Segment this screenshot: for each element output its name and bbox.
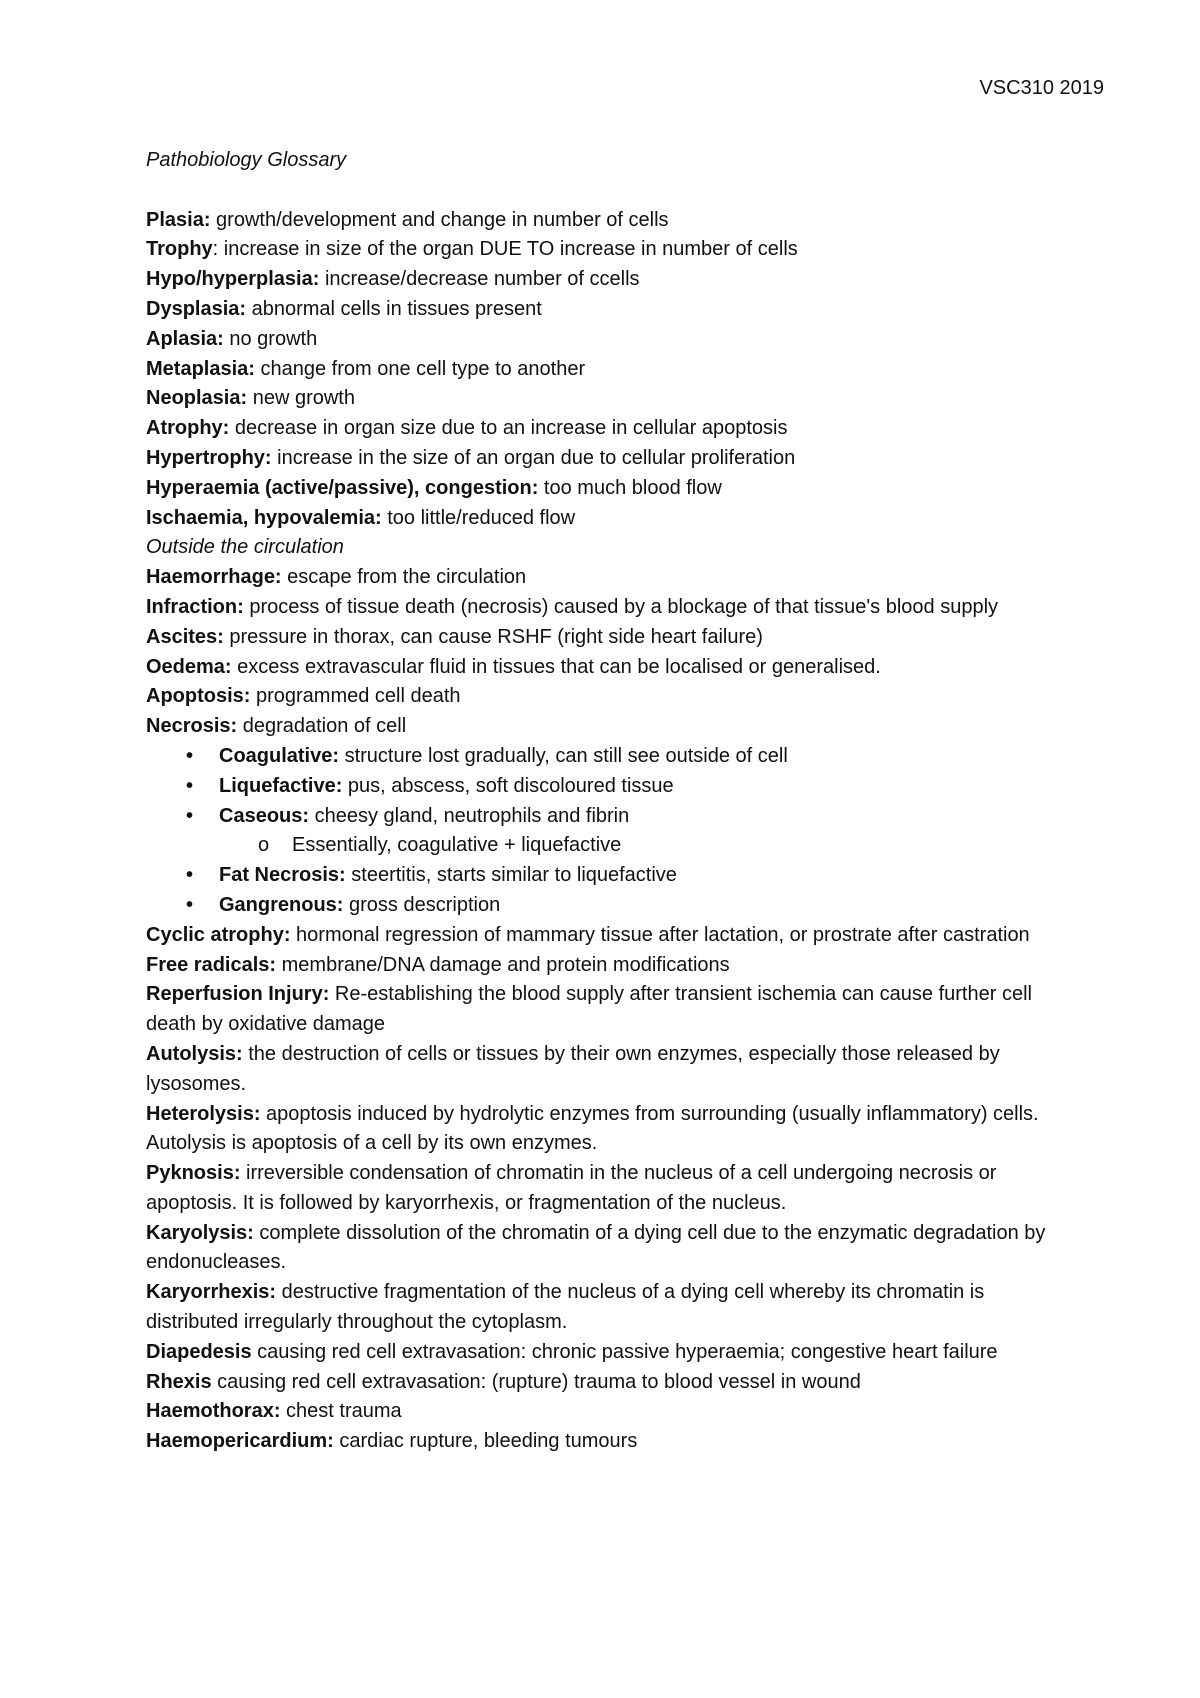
list-item — [146, 742, 1076, 772]
glossary-definition: causing red cell extravasation: chronic passive hyperaemia; congestive heart failure — [251, 1340, 998, 1363]
glossary-term: Hyperaemia (active/passive), congestion: — [146, 476, 539, 499]
glossary-term: Necrosis: — [146, 715, 238, 738]
bullet-icon: • — [186, 864, 194, 887]
glossary-term: Haemopericardium: — [146, 1430, 334, 1453]
glossary-term: Rhexis — [146, 1370, 212, 1393]
glossary-definition: programmed cell death — [250, 685, 461, 708]
glossary-definition: steertitis, starts similar to liquefactive — [345, 864, 677, 887]
glossary-entry — [146, 1040, 1076, 1100]
glossary-term: Diapedesis — [146, 1340, 252, 1363]
glossary-term: Dysplasia: — [146, 297, 247, 320]
glossary-definition: increase in the size of an organ due to cellular proliferation — [271, 446, 796, 469]
page-title: Pathobiology Glossary — [146, 149, 347, 171]
glossary-entry — [146, 206, 1076, 236]
glossary-definition: new growth — [247, 387, 355, 410]
list-item — [146, 831, 1076, 861]
glossary-term: Ischaemia, hypovalemia: — [146, 506, 382, 529]
glossary-entry — [146, 1100, 1076, 1160]
glossary-term: Metaplasia: — [146, 357, 255, 380]
glossary-definition: too much blood flow — [538, 476, 722, 499]
glossary-term: Trophy — [146, 238, 213, 261]
section-subheading: Outside the circulation — [146, 536, 344, 559]
glossary-term: Gangrenous: — [219, 893, 344, 916]
glossary-definition: structure lost gradually, can still see outside of cell — [339, 744, 788, 767]
bullet-icon: • — [186, 893, 194, 916]
glossary-entry — [146, 951, 1076, 981]
glossary-body — [146, 146, 1076, 1457]
glossary-entry — [146, 1368, 1076, 1398]
caseous-sublist — [146, 831, 1076, 861]
glossary-definition: degradation of cell — [237, 715, 407, 738]
glossary-entry — [146, 355, 1076, 385]
bullet-icon: • — [186, 804, 194, 827]
list-item — [146, 772, 1076, 802]
glossary-entry — [146, 593, 1076, 623]
bullet-icon: • — [186, 774, 194, 797]
glossary-entry — [146, 384, 1076, 414]
glossary-term: Heterolysis: — [146, 1102, 261, 1125]
list-item — [146, 802, 1076, 832]
glossary-definition: abnormal cells in tissues present — [246, 297, 542, 320]
bullet-icon: • — [186, 744, 194, 767]
glossary-entry — [146, 1427, 1076, 1457]
glossary-definition: too little/reduced flow — [381, 506, 576, 529]
glossary-definition: apoptosis induced by hydrolytic enzymes from surrounding (usually inflammatory) cells. Autolysis is apoptosis of a cell by its own enzymes. — [146, 1102, 1039, 1155]
glossary-definition: pressure in thorax, can cause RSHF (right side heart failure) — [223, 625, 763, 648]
glossary-term: Aplasia: — [146, 327, 224, 350]
glossary-term: Karyorrhexis: — [146, 1281, 277, 1304]
glossary-term: Infraction: — [146, 595, 244, 618]
glossary-entry — [146, 1278, 1076, 1338]
glossary-term: Karyolysis: — [146, 1221, 254, 1244]
glossary-term: Haemothorax: — [146, 1400, 281, 1423]
glossary-term: Reperfusion Injury: — [146, 983, 330, 1006]
glossary-entry — [146, 682, 1076, 712]
glossary-term: Atrophy: — [146, 417, 230, 440]
glossary-entry — [146, 563, 1076, 593]
glossary-definition: hormonal regression of mammary tissue after lactation, or prostrate after castration — [290, 923, 1030, 946]
glossary-definition: change from one cell type to another — [254, 357, 586, 380]
list-item — [146, 861, 1076, 891]
glossary-term: Plasia: — [146, 208, 211, 231]
glossary-term: Apoptosis: — [146, 685, 251, 708]
glossary-definition: complete dissolution of the chromatin of a dying cell due to the enzymatic degradation by endonucleases. — [146, 1221, 1046, 1274]
glossary-term: Caseous: — [219, 804, 310, 827]
glossary-entry — [146, 1219, 1076, 1279]
glossary-definition: increase/decrease number of ccells — [319, 268, 640, 291]
glossary-definition: gross description — [343, 893, 501, 916]
glossary-entry — [146, 653, 1076, 683]
course-code-header: VSC310 2019 — [979, 77, 1104, 99]
glossary-entry — [146, 1159, 1076, 1219]
glossary-term: Fat Necrosis: — [219, 864, 346, 887]
glossary-definition: no growth — [223, 327, 318, 350]
glossary-entry — [146, 325, 1076, 355]
necrosis-types-list — [146, 742, 1076, 831]
glossary-entry — [146, 474, 1076, 504]
glossary-entry — [146, 414, 1076, 444]
glossary-entry — [146, 235, 1076, 265]
glossary-term: Hypertrophy: — [146, 446, 272, 469]
hollow-bullet-icon: o — [258, 834, 270, 857]
glossary-definition: escape from the circulation — [281, 566, 527, 589]
glossary-definition: causing red cell extravasation: (rupture) trauma to blood vessel in wound — [211, 1370, 861, 1393]
sub-note: Essentially, coagulative + liquefactive — [292, 834, 622, 857]
glossary-definition: membrane/DNA damage and protein modifications — [276, 953, 730, 976]
glossary-term: Liquefactive: — [219, 774, 343, 797]
glossary-definition: decrease in organ size due to an increase in cellular apoptosis — [229, 417, 788, 440]
glossary-entry — [146, 980, 1076, 1040]
glossary-definition: pus, abscess, soft discoloured tissue — [342, 774, 674, 797]
glossary-definition: cardiac rupture, bleeding tumours — [333, 1430, 638, 1453]
glossary-term: Ascites: — [146, 625, 224, 648]
glossary-entry — [146, 295, 1076, 325]
necrosis-types-list-2 — [146, 861, 1076, 921]
glossary-definition: the destruction of cells or tissues by their own enzymes, especially those released by lysosomes. — [146, 1042, 1000, 1095]
glossary-definition: excess extravascular fluid in tissues that can be localised or generalised. — [231, 655, 881, 678]
glossary-term: Neoplasia: — [146, 387, 248, 410]
glossary-definition: chest trauma — [280, 1400, 402, 1423]
glossary-term: Cyclic atrophy: — [146, 923, 291, 946]
glossary-term: Coagulative: — [219, 744, 340, 767]
glossary-definition: cheesy gland, neutrophils and fibrin — [309, 804, 630, 827]
glossary-term: Haemorrhage: — [146, 566, 282, 589]
glossary-definition: destructive fragmentation of the nucleus of a dying cell whereby its chromatin is distributed irregularly throughout the cytoplasm. — [146, 1281, 985, 1334]
glossary-term: Free radicals: — [146, 953, 277, 976]
glossary-entry — [146, 921, 1076, 951]
glossary-term: Hypo/hyperplasia: — [146, 268, 320, 291]
glossary-term: Pyknosis: — [146, 1162, 241, 1185]
glossary-entry — [146, 504, 1076, 534]
glossary-definition: process of tissue death (necrosis) caused by a blockage of that tissue's blood supply — [243, 595, 999, 618]
glossary-entry — [146, 623, 1076, 653]
glossary-entry — [146, 265, 1076, 295]
glossary-term: Oedema: — [146, 655, 232, 678]
glossary-definition: growth/development and change in number of cells — [210, 208, 669, 231]
glossary-entry — [146, 444, 1076, 474]
glossary-term: Autolysis: — [146, 1042, 243, 1065]
glossary-definition: : increase in size of the organ DUE TO increase in number of cells — [212, 238, 798, 261]
list-item — [146, 891, 1076, 921]
glossary-definition: Re-establishing the blood supply after transient ischemia can cause further cell death by oxidative damage — [146, 983, 1032, 1036]
glossary-entry — [146, 712, 1076, 742]
glossary-entry — [146, 1397, 1076, 1427]
glossary-entry — [146, 1338, 1076, 1368]
glossary-definition: irreversible condensation of chromatin in the nucleus of a cell undergoing necrosis or apoptosis. It is followed by karyorrhexis, or fragmentation of the nucleus. — [146, 1162, 997, 1214]
